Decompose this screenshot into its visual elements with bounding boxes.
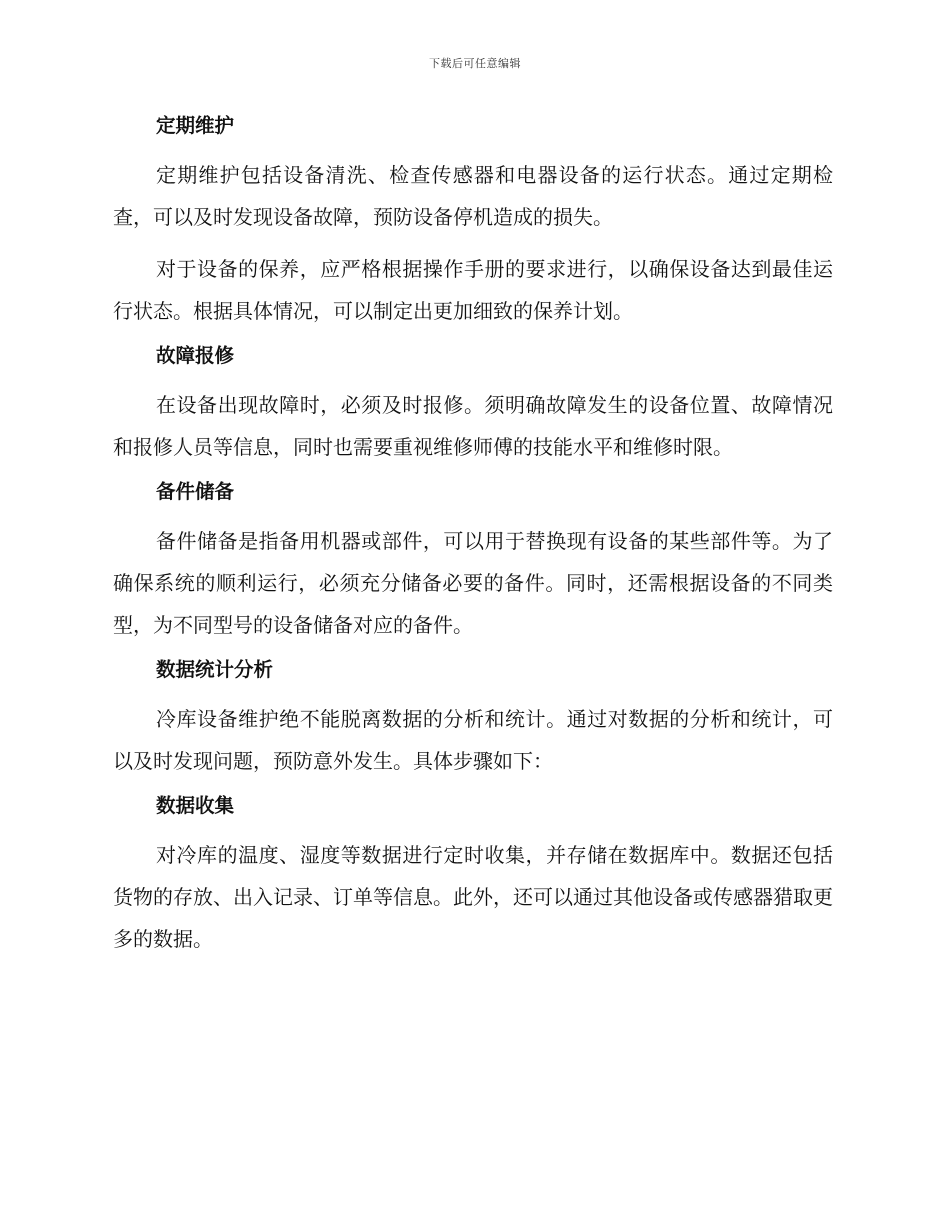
- section-heading: 定期维护: [156, 114, 235, 137]
- section-fault-repair: [113, 342, 833, 468]
- section-heading: 故障报修: [156, 344, 235, 367]
- section-data-collection: [113, 792, 833, 960]
- paragraph: 备件储备是指备用机器或部件，可以用于替换现有设备的某些部件等。为了确保系统的顺利运行，必须充分储备必要的备件。同时，还需根据设备的不同类型，为不同型号的设备储备对应的备件。: [113, 529, 833, 637]
- document-body: [113, 112, 833, 970]
- section-regular-maintenance: [113, 112, 833, 332]
- paragraph: 冷库设备维护绝不能脱离数据的分析和统计。通过对数据的分析和统计，可以及时发现问题，预防意外发生。具体步骤如下：: [113, 707, 833, 773]
- section-heading: 数据统计分析: [156, 658, 274, 681]
- paragraph: 对冷库的温度、湿度等数据进行定时收集，并存储在数据库中。数据还包括货物的存放、出入记录、订单等信息。此外，还可以通过其他设备或传感器猎取更多的数据。: [113, 843, 833, 951]
- section-heading: 备件储备: [156, 480, 235, 503]
- page-header: 下载后可任意编辑: [429, 57, 521, 70]
- section-spare-parts: [113, 478, 833, 646]
- section-data-analysis: [113, 656, 833, 782]
- section-heading: 数据收集: [156, 794, 235, 817]
- paragraph: 在设备出现故障时，必须及时报修。须明确故障发生的设备位置、故障情况和报修人员等信息，同时也需要重视维修师傅的技能水平和维修时限。: [113, 393, 833, 459]
- paragraph: 定期维护包括设备清洗、检查传感器和电器设备的运行状态。通过定期检查，可以及时发现设备故障，预防设备停机造成的损失。: [113, 163, 833, 229]
- paragraph: 对于设备的保养，应严格根据操作手册的要求进行，以确保设备达到最佳运行状态。根据具体情况，可以制定出更加细致的保养计划。: [113, 257, 833, 323]
